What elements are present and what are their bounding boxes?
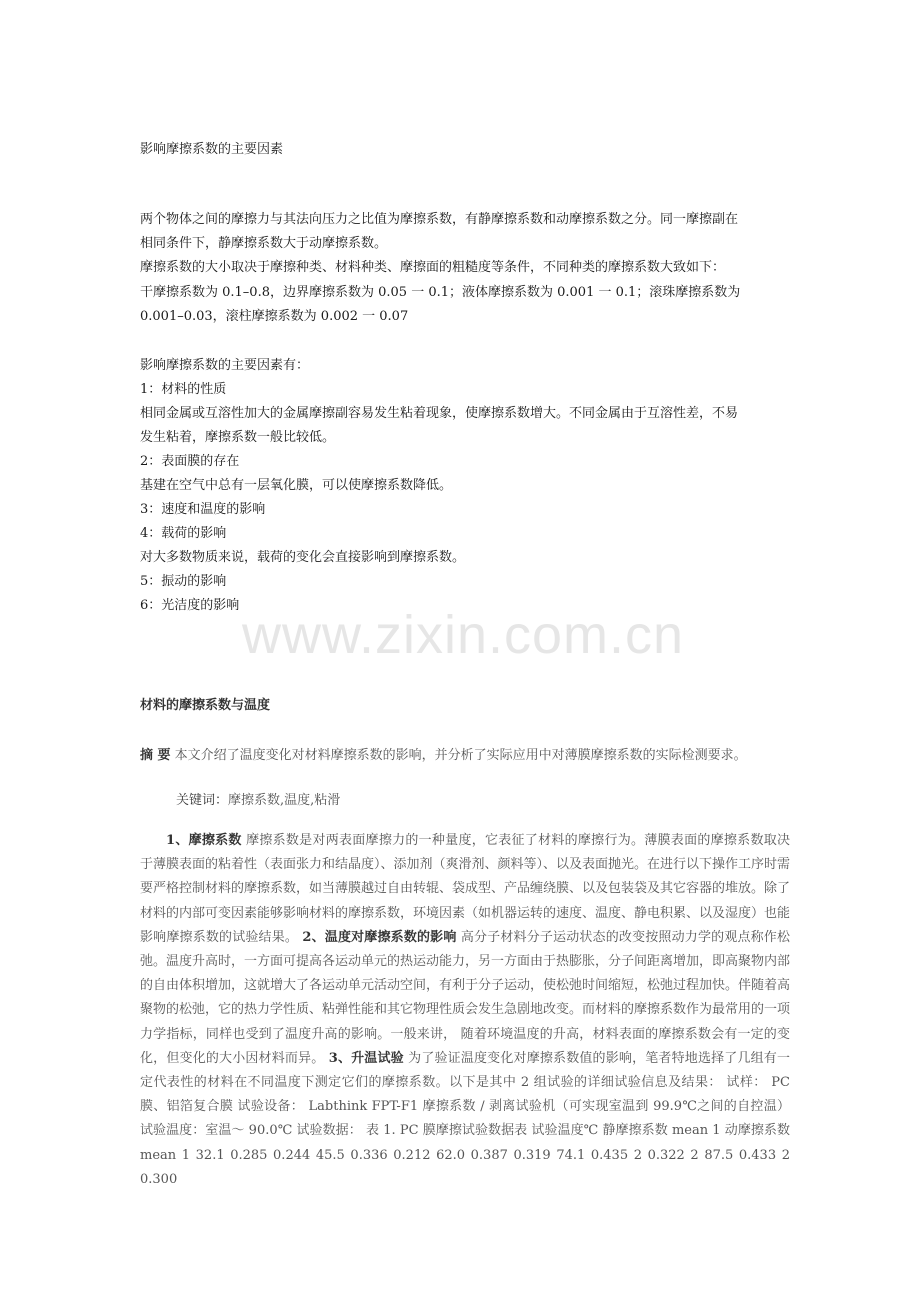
article-title: 材料的摩擦系数与温度 <box>140 698 271 713</box>
factor-title: 6：光洁度的影响 <box>140 598 240 613</box>
section-title: 影响摩擦系数的主要因素 <box>140 142 284 157</box>
paragraph-heading: 1、摩擦系数 <box>166 833 242 848</box>
range-line: 0.001–0.03，滚柱摩擦系数为 0.002 一 0.07 <box>140 309 409 324</box>
abstract-text: 本文介绍了温度变化对材料摩擦系数的影响，并分析了实际应用中对薄膜摩擦系数的实际检测要求。 <box>174 748 747 763</box>
paragraph-heading: 2、温度对摩擦系数的影响 <box>302 929 457 945</box>
paragraph-text: 为了验证温度变化对摩擦系数值的影响，笔者特地选择了几组有一定代表性的材料在不同温度下测定它们的摩擦系数。以下是其中 2 组试验的详细试验信息及结果： 试样： PC 膜、铝箔复合膜 试验设备： Labthink FPT-F1 摩擦系数 / 剥离试验机（可实现室温到 99.9℃之间的自控温） 试验温度：室温～ 90.0℃ 试验数据： 表 1. PC 膜摩擦试验数据表 试验温度℃ 静摩擦系数 mean 1 动摩擦系数 mean 1 32.1 0.285 0.244 45.5 0.336 0.212 62.0 0.387 0.319 74.1 0.435 2 0.322 2 87.5 0.433 2 0.300 <box>140 1050 790 1187</box>
factor-title: 4：载荷的影响 <box>140 526 227 541</box>
factor-desc: 基建在空气中总有一层氧化膜，可以使摩擦系数降低。 <box>140 478 453 493</box>
factor-desc: 发生粘着，摩擦系数一般比较低。 <box>140 430 336 445</box>
abstract <box>140 744 747 763</box>
paragraph-heading: 3、升温试验 <box>328 1050 404 1066</box>
factor-title: 5：振动的影响 <box>140 574 227 589</box>
keywords <box>176 789 340 808</box>
factor-desc: 相同金属或互溶性加大的金属摩擦副容易发生粘着现象，使摩擦系数增大。不同金属由于互溶性差，不易 <box>140 406 739 421</box>
paragraph-text: 摩擦系数是对两表面摩擦力的一种量度，它表征了材料的摩擦行为。薄膜表面的摩擦系数取决于薄膜表面的粘着性（表面张力和结晶度）、添加剂（爽滑剂、颜料等）、以及表面抛光。在进行以下操作工序时需要严格控制材料的摩擦系数，如当薄膜越过自由转辊、袋成型、产品缠绕膜、以及包装袋及其它容器的堆放。除了材料的内部可变因素能够影响材料的摩擦系数，环境因素（如机器运转的速度、温度、静电积累、以及湿度）也能影响摩擦系数的试验结果。 <box>140 833 791 945</box>
intro-line: 两个物体之间的摩擦力与其法向压力之比值为摩擦系数，有静摩擦系数和动摩擦系数之分。同一摩擦副在 <box>140 212 739 227</box>
body-paragraph <box>140 829 790 1192</box>
keywords-label: 关键词： <box>176 793 229 808</box>
factor-title: 2：表面膜的存在 <box>140 454 240 469</box>
range-line: 干摩擦系数为 0.1–0.8，边界摩擦系数为 0.05 一 0.1；液体摩擦系数为 0.001 一 0.1；滚珠摩擦系数为 <box>140 285 741 300</box>
range-line: 摩擦系数的大小取决于摩擦种类、材料种类、摩擦面的粗糙度等条件，不同种类的摩擦系数大致如下： <box>140 260 726 275</box>
factor-title: 1：材料的性质 <box>140 382 227 397</box>
intro-line: 相同条件下，静摩擦系数大于动摩擦系数。 <box>140 236 388 251</box>
watermark: www.zixin.com.cn <box>241 605 685 665</box>
keywords-text: 摩擦系数,温度,粘滑 <box>228 793 341 808</box>
paragraph-text: 高分子材料分子运动状态的改变按照动力学的观点称作松弛。温度升高时，一方面可提高各运动单元的热运动能力，另一方面由于热膨胀，分子间距离增加，即高聚物内部的自由体积增加，这就增大了各运动单元活动空间，有利于分子运动，使松弛时间缩短，松弛过程加快。伴随着高聚物的松弛，它的热力学性质、粘弹性能和其它物理性质会发生急剧地改变。而材料的摩擦系数作为最常用的一项力学指标，同样也受到了温度升高的影响。一般来讲， 随着环境温度的升高，材料表面的摩擦系数会有一定的变化，但变化的大小因材料而异。 <box>140 929 791 1066</box>
abstract-label: 摘 要 <box>140 748 171 763</box>
factors-intro: 影响摩擦系数的主要因素有： <box>140 358 310 373</box>
factor-desc: 对大多数物质来说，载荷的变化会直接影响到摩擦系数。 <box>140 550 466 565</box>
factor-title: 3：速度和温度的影响 <box>140 502 266 517</box>
